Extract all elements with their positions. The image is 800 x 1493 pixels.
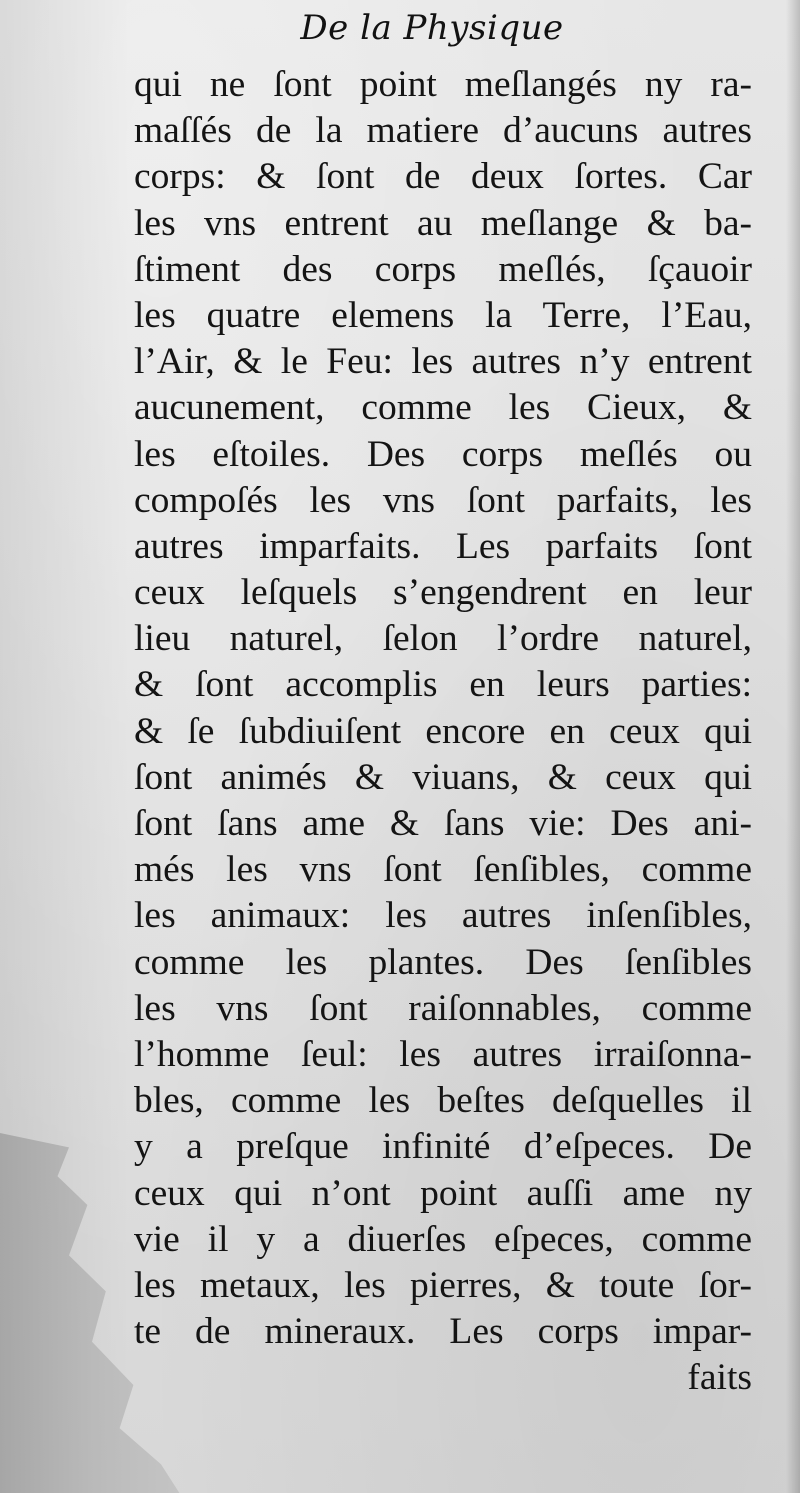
text-line: ſont ſans ame & ſans vie: Des ani- xyxy=(134,803,752,844)
text-line: te de mineraux. Les corps impar- xyxy=(134,1311,752,1353)
text-line: les quatre elemens la Terre, l’Eau, xyxy=(134,294,752,336)
text-line: autres imparfaits. Les parfaits ſont xyxy=(134,525,752,567)
text-line: l’Air, & le Feu: les autres n’y entrent xyxy=(134,341,752,383)
text-line: vie il y a diuerſes eſpeces, comme xyxy=(134,1218,752,1260)
running-header-text: De la Physique xyxy=(300,8,564,48)
body-text xyxy=(134,62,752,1401)
text-line: les eſtoiles. Des corps meſlés ou xyxy=(134,433,752,475)
catchword: faits xyxy=(687,1357,752,1399)
text-line: & ſe ſubdiuiſent encore en ceux qui xyxy=(134,710,752,752)
text-line: les metaux, les pierres, & toute ſor- xyxy=(134,1264,752,1306)
text-line: maſſés de la matiere d’aucuns autres xyxy=(134,110,752,152)
text-line: aucunement, comme les Cieux, & xyxy=(134,387,752,429)
text-line: & ſont accomplis en leurs parties: xyxy=(134,664,752,706)
text-line: lieu naturel, ſelon l’ordre naturel, xyxy=(134,618,752,660)
text-line: l’homme ſeul: les autres irraiſonna- xyxy=(134,1033,752,1075)
text-line: corps: & ſont de deux ſortes. Car xyxy=(134,156,752,198)
text-line: les animaux: les autres inſenſibles, xyxy=(134,895,752,937)
text-line: y a preſque infinité d’eſpeces. De xyxy=(134,1126,752,1168)
text-line: bles, comme les beſtes deſquelles il xyxy=(134,1080,752,1122)
text-line: les vns ſont raiſonnables, comme xyxy=(134,987,752,1029)
text-line: ſont animés & viuans, & ceux qui xyxy=(134,756,752,798)
text-line: més les vns ſont ſenſibles, comme xyxy=(134,849,752,891)
text-line: ceux leſquels s’engendrent en leur xyxy=(134,572,752,614)
page-edge-shadow xyxy=(786,0,800,1493)
text-line: ceux qui n’ont point auſſi ame ny xyxy=(134,1172,752,1214)
running-header xyxy=(0,8,800,48)
text-line: compoſés les vns ſont parfaits, les xyxy=(134,479,752,521)
text-line: comme les plantes. Des ſenſibles xyxy=(134,941,752,983)
text-line: ſtiment des corps meſlés, ſçauoir xyxy=(134,248,752,290)
text-line: les vns entrent au meſlange & ba- xyxy=(134,202,752,244)
text-line: qui ne ſont point meſlangés ny ra- xyxy=(134,64,752,105)
